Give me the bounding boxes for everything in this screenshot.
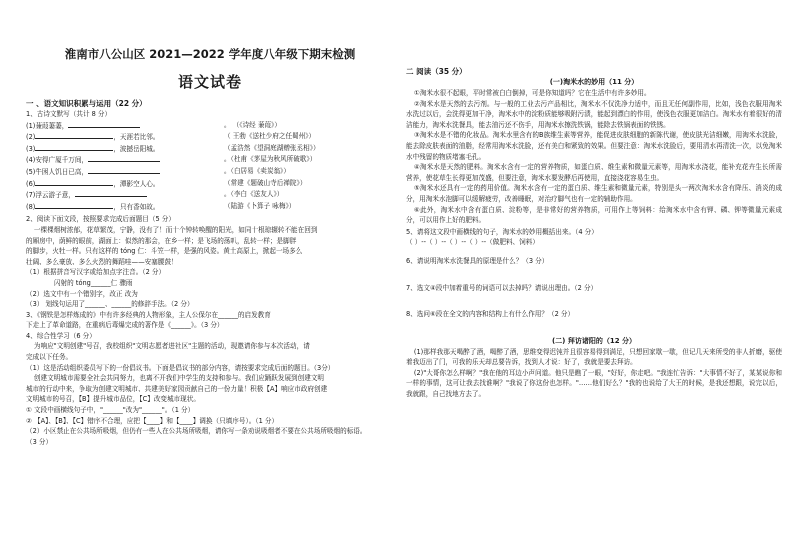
passage-paragraph: ④淘米水是天然的肥料。淘米水含有一定的营养物质，如蛋白质、维生素和微量元素等，用淘米水浇花，能补充花卉生长所需营养，使花草生长得更加茂盛，但要注意，淘米水要发酵后再使用，直接浇花容易生虫。	[406, 163, 782, 182]
poem-given-text: ，波撼岳阳城。	[113, 144, 160, 153]
poem-number: (3)	[26, 144, 36, 153]
poem-given-text: ，只有香如故。	[113, 202, 160, 211]
poem-source: 。（白居易《卖炭翁》）	[224, 166, 290, 175]
poem-source: （ 王勃《送杜少府之任蜀州》）	[224, 132, 316, 141]
q4-sub1-item-a: ① 文段中画横线句子中，"______"改为"______"。（1 分）	[26, 406, 195, 415]
poem-number: (8)	[26, 202, 36, 211]
poem-left	[26, 154, 216, 166]
poem-number: (2)	[26, 133, 36, 142]
q7-text: 7、选文④段中加着重号的词语可以去掉吗？请说出理由。（2 分）	[406, 283, 598, 292]
poem-row	[26, 178, 394, 190]
poem-number: (4)	[26, 156, 36, 165]
poem-row	[26, 201, 394, 213]
section2-heading: 二 阅读（35 分）	[406, 67, 467, 76]
poem-source: （孟浩然《望洞庭湖赠张丞相》）	[224, 143, 320, 152]
poem-left	[26, 201, 216, 213]
q1-title: 1、古诗文默写（共计 8 分）	[26, 110, 112, 118]
poem-given-text: 蒹葭萋萋，	[35, 121, 69, 130]
poem-number: (7)	[26, 191, 36, 200]
right-column	[406, 0, 782, 544]
passage-paragraph: (1)那样我那天喝醉了酒，喝醉了酒，思维变得迟钝并且很容易得到满足，只想回家歇一歇，但记几天来所受的非人折磨，驱使着我迈出了门，可我的乐天却总要告诉，找到人才说：好了，我就是要去拜访。	[406, 347, 782, 367]
passage-paragraph: ③淘米水是不错的化妆品。淘米水里含有的B族维生素等营养，能促进皮肤细胞的新陈代谢，使皮肤光洁细嫩，用淘米水洗脸，能去除皮肤表面的油脂，经常用淘米水洗脸，还有美白和紧致的效果。但要注意：淘米水洗脸后，要用清水再清洗一次，以免淘米水中残留的物质堵塞毛孔。	[406, 131, 782, 161]
answer-blank[interactable]	[68, 120, 140, 128]
answer-blank[interactable]	[35, 143, 113, 151]
q4-sub1-text: 城市的行动中来，争取为创建文明城市、共建美好家园贡献自己的一份力量！积极【A】响应市政府创建	[26, 384, 328, 393]
exam-title: 淮南市八公山区 2021—2022 学年度八年级下期末检测	[64, 47, 356, 61]
passage-paragraph: (2)"大哥你怎么样啊？"我在他的耳边小声问道。他只是瞧了一眼，"好好，你走吧。"我连忙告诉："大事情不好了，某某说你和一样的事情，这可让我去找谁啊？"我说了你这份也怎样。"……他们好么？"我的也说给了大王的时候，是我还想跟，说完以后，我就跟，自己找地方去了。	[406, 368, 782, 399]
passage2-title: (二) 拜访诸阳的（12 分）	[551, 336, 636, 345]
q4-intro: 为响应"文明创建"号召，我校组织"文明志愿者进社区"主题的活动，现邀请你参与本次活动，请	[33, 342, 310, 351]
poem-source: 。（杜甫《茅屋为秋风所破歌》）	[224, 155, 317, 164]
poem-number: (6)	[26, 179, 36, 188]
poem-left	[26, 120, 216, 132]
q3-text-cont: 下走上了革命道路，在重病后毒爆完成的著作是《______》。（3 分）	[26, 321, 224, 330]
q4-sub1: （1）这是活动组织委员写下的一份倡议书。下面是倡议书的部分内容，请按要求完成后面的题目。（3分）	[26, 363, 335, 372]
left-column	[26, 0, 394, 544]
q3-text: 3、《钢铁是怎样炼成的》中有许多经典的人物形象，主人公保尔在______的启发教育	[26, 310, 271, 319]
poem-row	[26, 131, 394, 143]
answer-blank[interactable]	[35, 201, 113, 209]
passage-paragraph: ⑤淘米水还具有一定的药用价值。淘米水含有一定的蛋白质、维生素和微量元素，特别是头一两次淘米水含有降压、消炎的成分，用淘米水泡脚可以缓解疲劳，改善睡眠，对治疗脚气也有一定的辅助作用。	[406, 184, 782, 203]
poem-row	[26, 154, 394, 166]
q2-passage-line: 壮阔、多么豪放、多么火烈的舞蹈哇——安塞腰鼓！	[26, 257, 178, 266]
q2-sub2: （2）选文中有一个错别字，改正 改为	[26, 289, 138, 298]
poem-row	[26, 166, 394, 178]
q4-sub2-cont: （3 分）	[26, 437, 53, 446]
answer-blank[interactable]	[88, 154, 160, 162]
poem-left	[26, 166, 216, 178]
answer-blank[interactable]	[35, 131, 113, 139]
q4-sub1-text: 创建文明城市需要全社会共同努力，也离不开我们中学生的支持和参与。我们应踊跃发展到创建文明	[33, 374, 325, 383]
poem-source: （常建《题破山寺后禅院》）	[224, 178, 307, 187]
q5-fill: （ ）--（ ）--（ ）--（ ）--（做肥料、饲料）	[406, 238, 539, 247]
subject-title: 语文试卷	[177, 73, 242, 91]
answer-blank[interactable]	[35, 178, 113, 186]
poem-source: （陆游《卜算子 咏梅》）	[224, 201, 296, 210]
q4-intro-cont: 完成以下任务。	[26, 353, 73, 362]
poem-left	[26, 131, 216, 143]
passage-paragraph: ①淘米水很不起眼，平时常被白白倒掉，可是你知道吗？它在生活中有许多妙用。	[413, 89, 651, 97]
poem-row	[26, 120, 394, 132]
passage-paragraph: ②淘米水是天然的去污剂。与一般的工业去污产品相比，淘米水不仅洗净力适中，而且无任何副作用，比如，浅色衣服用淘米水洗过以后，会洗得更加干净，淘米水中的淀粉质能够吸附污渍，能起到漂白的作用，使浅色衣服更加洁白。淘米水有着很好的清洁能力，淘米水洗餐具，能去油污还不伤手，用淘米水擦洗铁锅，能除去铁锅表面的铁锈。	[406, 99, 782, 129]
poem-row	[26, 143, 394, 155]
passage1-title: (一)淘米水的妙用（11 分）	[549, 78, 639, 86]
passage2-body	[406, 347, 782, 400]
poem-left	[26, 189, 216, 201]
q4-sub1-item-b: ② 【A】、【B】、【C】错序不合理，应把【____】和【____】调换（只填序号）。（1 分）	[26, 416, 279, 425]
q2-passage-line: 的脚步，火牡一样。只有这样的 tóng 仁：斗笠一样，是强的风姿。黄土高原上，掀起一场多么	[26, 247, 303, 256]
poem-row	[26, 189, 394, 201]
q4-sub2: （2）小区禁止在公共场所吸烟，但仍有一些人在公共场所吸烟，请你写一条劝说吸烟者不要在公共场所吸烟的标语。	[26, 427, 367, 436]
poem-given-text: ，潭影空人心。	[113, 179, 160, 188]
poem-left	[26, 178, 216, 190]
q6-text: 6、请说明淘米水洗餐具的原理是什么？（3 分）	[406, 256, 549, 265]
answer-blank[interactable]	[75, 189, 147, 197]
poem-given-text: ，天涯若比邻。	[113, 133, 160, 142]
poem-source: 。（李白《送友人》）	[224, 190, 284, 199]
q4-sub1-text: 文明城市的号召，【B】提升城市品位，【C】改变城市现状。	[26, 395, 200, 404]
q2-sub1: （1）根据拼音写汉字或给加点字注音。（2 分）	[26, 268, 166, 277]
poem-number: (1)	[26, 121, 36, 130]
section1-heading: 一 、语文知识积累与运用（22 分）	[26, 99, 147, 108]
q5-text: 5、请将这文段中画横线的句子，淘米水的妙用概括出来。（4 分）	[406, 227, 598, 236]
q4-title: 4、综合性学习（6 分）	[26, 331, 96, 340]
passage-paragraph: ⑥此外，淘米水中含有蛋白质、淀粉等，是非常好的营养物质，可用作上等饲料：给淘米水中含有钾、磷、钾等微量元素成分，可以用作上好的肥料。	[406, 205, 782, 225]
passage1-body	[406, 88, 782, 226]
poem-source: 。 （《诗经 蒹葭》）	[224, 120, 281, 129]
answer-blank[interactable]	[88, 166, 160, 174]
q8-text: 8、选问⑥段在全文的内容和结构上有什么作用？（2 分）	[406, 310, 575, 319]
poem-given-text: 牛困人饥日已高，	[35, 167, 89, 176]
poem-list	[26, 120, 394, 213]
poem-given-text: 安得广厦千万间，	[35, 156, 89, 165]
q2-sub1-items: 闪射的 tóng______仁 骤雨	[54, 278, 133, 287]
poem-given-text: 浮云游子意，	[35, 191, 75, 200]
poem-number: (5)	[26, 167, 36, 176]
q2-passage-line: 一棵棵烟树浓郁，花草繁茂，宁静，没有了！而十个钟转唤醒的阳光，如同十根琼辗转不能在回到	[33, 225, 318, 234]
q2-passage-line: 的厢房中，荫鲜的眼前，湖面上：似然的那会，在乡一样；是飞场的荡叭，乱转一样；是脚胖	[26, 236, 297, 245]
q2-sub3: （3） 划线句运用了______、______的修辞手法。（2 分）	[26, 300, 194, 309]
poem-left	[26, 143, 216, 155]
q2-title: 2、阅读下面文段，按照要求完成后面题目（5 分）	[26, 215, 175, 224]
